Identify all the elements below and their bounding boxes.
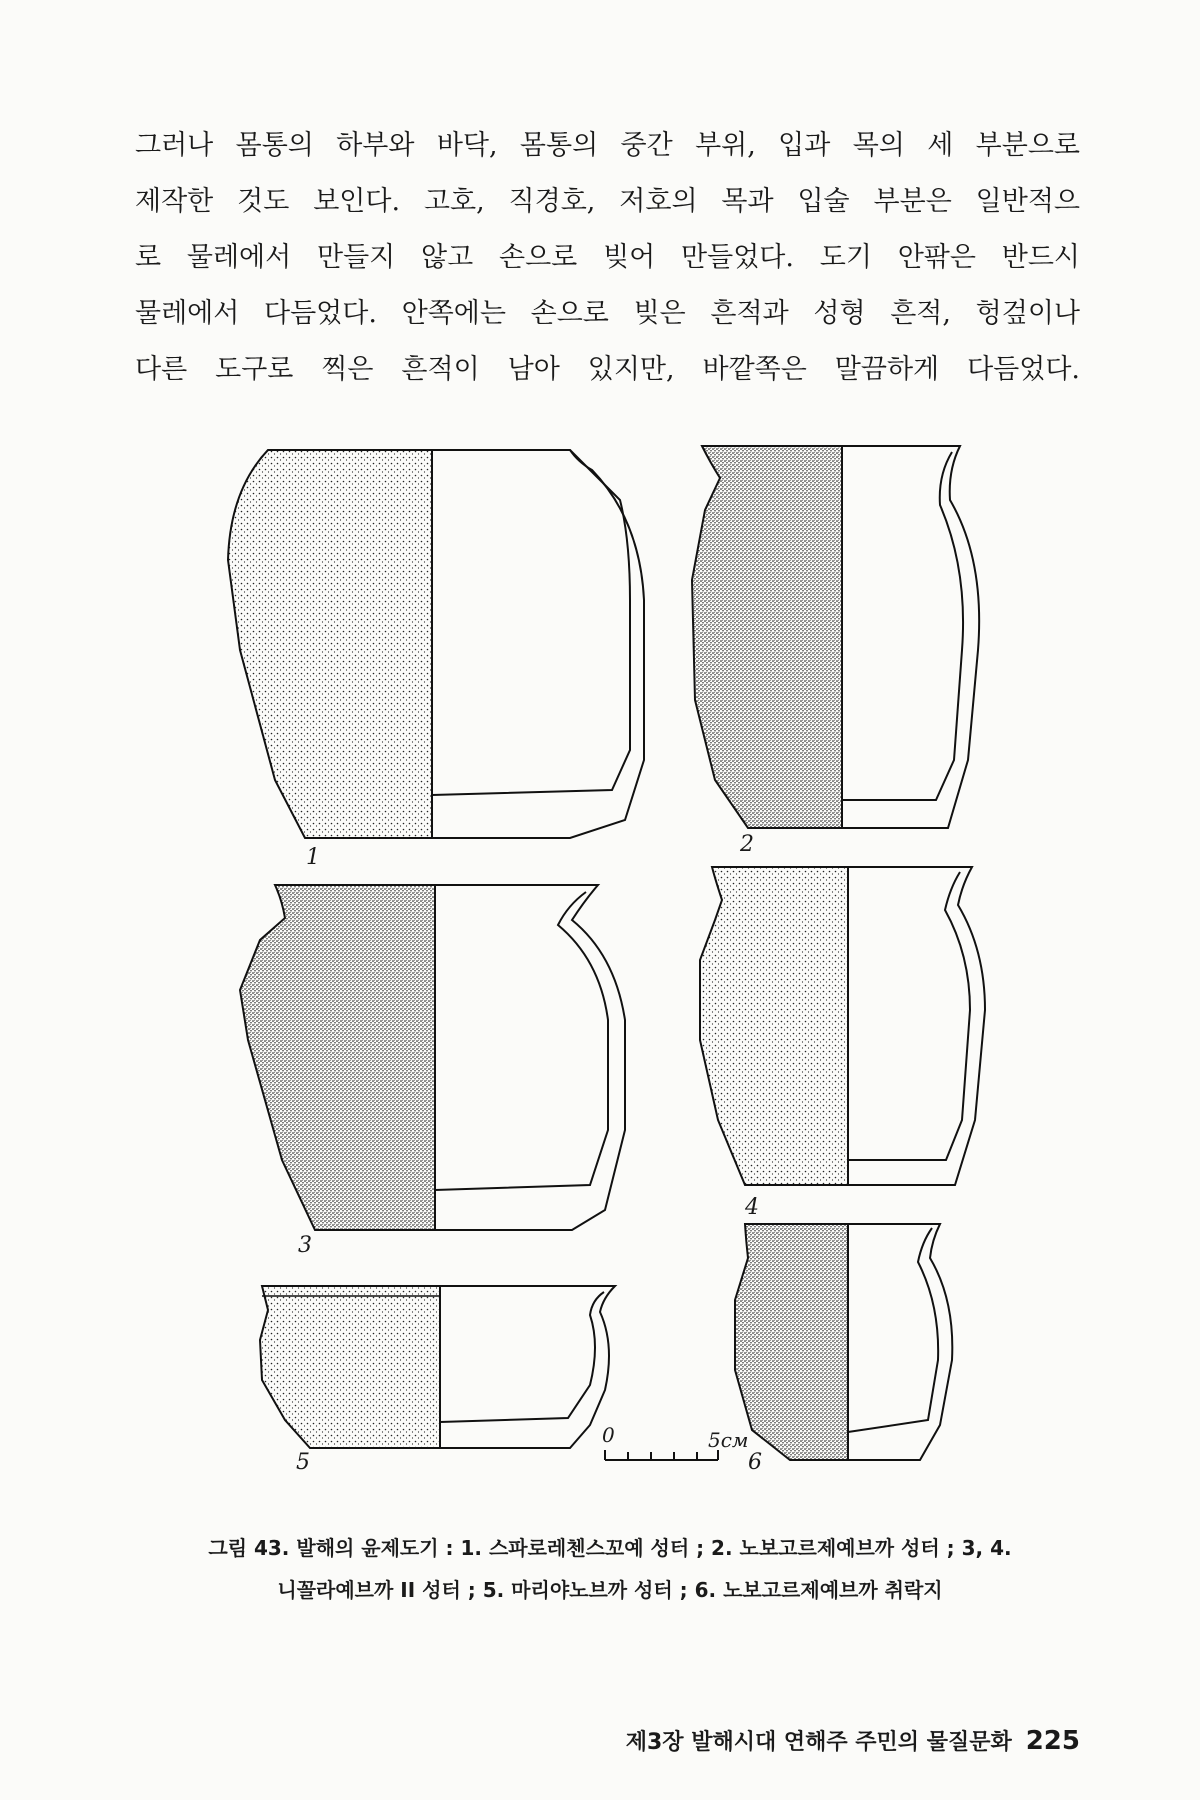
- caption-line-1: 그림 43. 발해의 윤제도기 : 1. 스파로레첸스꼬예 성터 ; 2. 노보고르제예브까 성터 ; 3, 4.: [208, 1536, 1012, 1560]
- vessel-number-4: 4: [745, 1195, 759, 1220]
- vessel-number-1: 1: [306, 845, 320, 870]
- vessel-number-6: 6: [748, 1450, 762, 1475]
- vessel-number-5: 5: [296, 1450, 310, 1475]
- body-line: 제작한 것도 보인다. 고호, 직경호, 저호의 목과 입술 부분은 일반적으: [135, 186, 1081, 217]
- scale-end-label: 5см: [708, 1428, 749, 1452]
- running-footer: [560, 1725, 1080, 1756]
- vessel-5-drawing: [260, 1286, 615, 1448]
- vessel-3-drawing: [240, 885, 625, 1230]
- vessel-1-drawing: [228, 450, 644, 838]
- vessel-number-3: 3: [298, 1233, 312, 1258]
- scale-start-label: 0: [602, 1423, 615, 1447]
- chapter-title: 제3장 발해시대 연해주 주민의 물질문화: [625, 1730, 1012, 1755]
- page-number: 225: [1025, 1726, 1080, 1756]
- vessel-6-drawing: [735, 1224, 952, 1460]
- scale-bar: [605, 1450, 718, 1460]
- caption-line-2: 니꼴라예브까 II 성터 ; 5. 마리야노브까 성터 ; 6. 노보고르제예브까 취락지: [277, 1578, 943, 1602]
- body-line: 그러나 몸통의 하부와 바닥, 몸통의 중간 부위, 입과 목의 세 부분으로: [135, 130, 1080, 161]
- body-line: 로 물레에서 만들지 않고 손으로 빚어 만들었다. 도기 안팎은 반드시: [135, 242, 1080, 273]
- vessel-4-drawing: [700, 867, 985, 1185]
- vessel-number-2: 2: [740, 832, 754, 857]
- vessel-2-drawing: [692, 446, 979, 828]
- figure-caption: [140, 1527, 1080, 1611]
- body-line: 다른 도구로 찍은 흔적이 남아 있지만, 바깥쪽은 말끔하게 다듬었다.: [135, 354, 1080, 385]
- body-line: 물레에서 다듬었다. 안쪽에는 손으로 빚은 흔적과 성형 흔적, 헝겊이나: [135, 298, 1080, 329]
